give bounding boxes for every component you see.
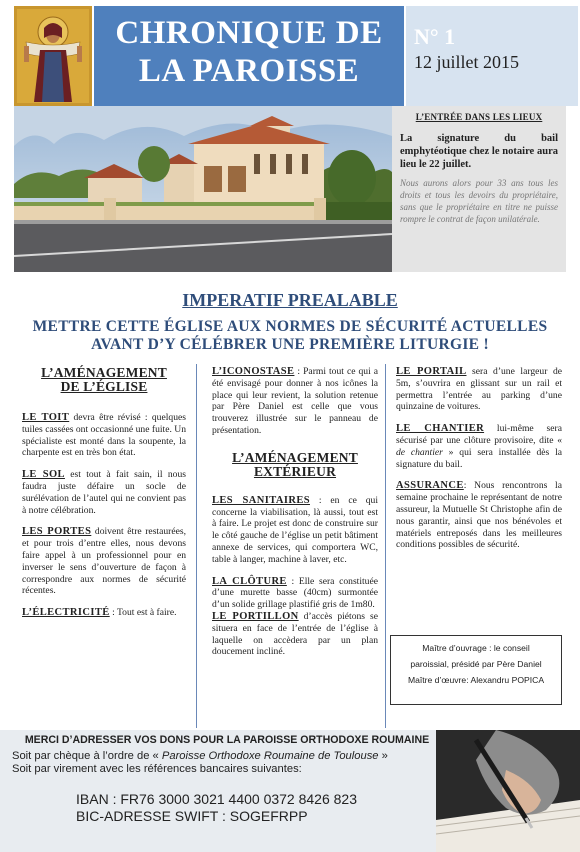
entry-sidebar	[392, 106, 566, 272]
column-divider-2	[385, 364, 386, 728]
sidebar-bold-text: La signature du bail emphytéotique chez le notaire aura lieu le 22 juillet.	[400, 133, 558, 170]
text-doors: doivent être restaurées, et pour trois d’entre elles, nous devons faire appel à un professionnel pour en inverser le sens d’ouverture de façon à correspondre aux normes de sécurité récentes.	[22, 526, 186, 597]
owner-line-3: Maître d’œuvre: Alexandru POPICA	[407, 675, 545, 685]
text-sanitary: : en ce qui concerne la viabilisation, là aussi, tout est à faire. Le projet est donc de construire sur le côté gauche de l’église un petit bâtiment annexe de services, qui comportera WC, table à langer, machine à laver, etc.	[212, 494, 378, 565]
keyword-electricity: L’ÉLECTRICITÉ	[22, 607, 110, 619]
issue-number: N° 1	[414, 24, 456, 49]
column-3	[396, 366, 562, 561]
keyword-sanitary: LES SANITAIRES	[212, 494, 310, 506]
section-title-line-2: DE L’ÉGLISE	[60, 379, 148, 394]
donation-footer	[0, 730, 580, 852]
para-doors	[22, 526, 186, 597]
keyword-fence: LA CLÔTURE	[212, 575, 287, 587]
iban-line: IBAN : FR76 3000 3021 4400 0372 8426 823	[76, 791, 357, 807]
donation-text	[12, 734, 442, 825]
text-worksite-italic: de chantier	[396, 446, 443, 458]
section-title-line-1: L’AMÉNAGEMENT	[232, 449, 358, 465]
issue-date: 12 juillet 2015	[414, 52, 519, 72]
column-1	[22, 366, 186, 629]
keyword-roof: LE TOIT	[22, 412, 70, 423]
column-2	[212, 366, 378, 668]
text-roof: devra être révisé : quelques tuiles cassées ont occasionné une fuite. Un spécialiste est monté dans la soupente, la charpente est en très bon état.	[22, 412, 186, 459]
section-title-church	[22, 366, 186, 394]
para-gate	[212, 611, 378, 658]
column-divider-1	[196, 364, 197, 728]
cheque-prefix: Soit par chèque à l’ordre de «	[12, 750, 162, 762]
keyword-worksite: LE CHANTIER	[396, 423, 485, 435]
owner-line-2: paroissial, présidé par Père Daniel	[410, 659, 542, 669]
sidebar-italic-text: Nous aurons alors pour 33 ans tous les droits et tous les devoirs du propriétaire, sans que le propriétaire en titre ne puisse rompre le contrat de façon unilatérale.	[400, 178, 558, 224]
section-title-line-2: EXTÉRIEUR	[253, 463, 337, 479]
headline-main: IMPERATIF PREALABLE	[182, 290, 398, 310]
cheque-suffix: »	[378, 750, 388, 762]
text-iconostasis: : Parmi tout ce qui a été envisagé pour donner à nos icônes la place qui leur revient, la solution retenue par Père Daniel est celle que vous trouverez illustrée sur le panneau de présentation.	[212, 366, 378, 436]
newsletter-header	[14, 6, 566, 106]
headline-sub-line-2: AVANT D’Y CÉLÉBRER UNE PREMIÈRE LITURGIE !	[91, 336, 489, 353]
para-floor	[22, 469, 186, 516]
project-owner-box	[390, 635, 562, 705]
keyword-iconostasis: L’ICONOSTASE	[212, 366, 295, 377]
para-iconostasis	[212, 366, 378, 437]
text-fence: : Elle sera constituée d’une murette basse (40cm) surmontée d’un solide grillage plastifié gris de 1m80.	[212, 575, 378, 611]
text-electricity: : Tout est à faire.	[109, 607, 177, 619]
newsletter-title	[94, 6, 404, 106]
keyword-gate: LE PORTILLON	[212, 610, 299, 622]
issue-panel	[406, 6, 578, 106]
keyword-doors: LES PORTES	[22, 526, 92, 538]
title-line-1: CHRONIQUE DE	[115, 15, 383, 51]
para-sanitary	[212, 495, 378, 566]
headline-sub-line-1: METTRE CETTE ÉGLISE AUX NORMES DE SÉCURITÉ ACTUELLES	[32, 318, 548, 335]
text-gate: d’accès piétons se situera en face de l’entrée de l’église à laquelle on accèdera par un plan doucement incliné.	[212, 610, 378, 658]
keyword-insurance: ASSURANCE	[396, 480, 464, 492]
section-title-exterior	[212, 451, 378, 479]
text-floor: est tout à fait sain, il nous faudra juste défaire un socle de surélévation de l’autel qui ne convient pas à notre célébration.	[22, 469, 186, 516]
bic-line: BIC-ADRESSE SWIFT : SOGEFRPP	[76, 808, 308, 824]
para-roof	[22, 412, 186, 459]
orthodox-icon-image	[14, 6, 92, 106]
section-title-line-1: L’AMÉNAGEMENT	[41, 365, 167, 380]
church-photo	[14, 106, 392, 272]
cheque-payee: Paroisse Orthodoxe Roumaine de Toulouse	[161, 750, 379, 762]
text-insurance: : Nous rencontrons la semaine prochaine le représentant de notre assureur, la Mutuelle St Christophe afin de nous garantir, ainsi que nos bénévoles et matériels entreposés dans les meilleures conditions possibles de sécurité.	[396, 480, 562, 551]
donation-heading: MERCI D’ADRESSER VOS DONS POUR LA PAROISSE ORTHODOXE ROUMAINE	[24, 734, 430, 746]
keyword-floor: LE SOL	[22, 469, 65, 481]
title-line-2: LA PAROISSE	[138, 53, 360, 89]
writing-hand-photo	[436, 730, 580, 852]
text-worksite-1: lui-même sera sécurisé par une clôture provisoire, dite «	[396, 423, 562, 446]
sidebar-heading: L’ENTRÉE DANS LES LIEUX	[415, 112, 543, 122]
owner-line-1: Maître d’ouvrage : le conseil	[422, 643, 530, 653]
headline-sub	[0, 318, 580, 354]
text-portal: sera d’une largeur de 5m, s’ouvrira en glissant sur un rail et permettra l’entrée au parking d’une quinzaine de voitures.	[396, 366, 563, 413]
para-worksite	[396, 423, 562, 470]
keyword-portal: LE PORTAIL	[396, 366, 467, 377]
para-portal	[396, 366, 562, 413]
donation-cheque	[12, 750, 442, 762]
para-electricity	[22, 607, 186, 619]
para-fence	[212, 576, 378, 611]
text-worksite-2: » qui sera installée dès la signature du bail.	[396, 446, 562, 470]
para-insurance	[396, 480, 562, 551]
donation-transfer: Soit par virement avec les références bancaires suivantes:	[12, 763, 302, 775]
